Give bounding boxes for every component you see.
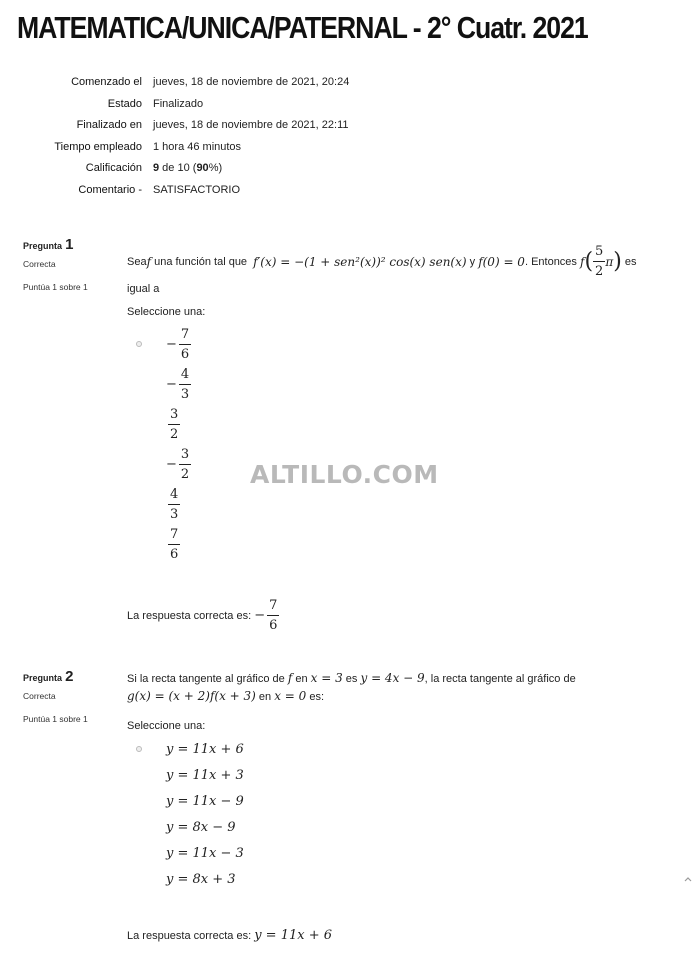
text: y	[466, 255, 479, 268]
numerator: 7	[269, 598, 278, 613]
math-f: f	[580, 254, 585, 269]
math-x: x = 3	[310, 671, 343, 685]
denominator: 6	[170, 546, 179, 562]
summary-value	[153, 162, 222, 174]
numerator: 3	[180, 446, 190, 462]
correct-answer	[127, 928, 332, 943]
question-state: Correcta	[23, 691, 56, 701]
answer-option[interactable]	[136, 840, 244, 866]
denominator: 2	[180, 466, 190, 482]
denominator: 2	[170, 426, 179, 442]
select-prompt: Seleccione una:	[127, 306, 206, 318]
answer-text: y = 11x − 3	[166, 845, 244, 861]
answer-text: y = 8x + 3	[166, 871, 236, 887]
denominator: 6	[269, 618, 278, 633]
summary-value: Finalizado	[153, 97, 204, 110]
question-state: Correcta	[23, 259, 56, 269]
answer-option[interactable]	[136, 736, 244, 762]
question-grade: Puntúa 1 sobre 1	[23, 714, 88, 724]
attempt-summary	[0, 76, 700, 206]
numerator: 3	[170, 406, 179, 422]
summary-label: Tiempo empleado	[54, 140, 142, 153]
math-derivative: f′(x) = −(1 + sen²(x))² cos(x) sen(x)	[253, 254, 467, 269]
math-line: y = 4x − 9	[360, 671, 425, 685]
sign: −	[166, 456, 177, 472]
sign: −	[166, 336, 177, 352]
fraction	[267, 598, 279, 633]
answer-option[interactable]	[136, 484, 191, 524]
fraction	[179, 447, 191, 482]
correct-label: La respuesta correcta es:	[127, 929, 255, 942]
fraction	[168, 487, 180, 522]
summary-value: jueves, 18 de noviembre de 2021, 22:11	[153, 119, 349, 132]
summary-label: Calificación	[85, 162, 142, 175]
summary-row-comment	[0, 184, 700, 206]
question-number: 1	[65, 236, 73, 253]
math-pi: π	[605, 254, 614, 269]
question-text	[127, 244, 652, 301]
math-g: g(x) = (x + 2)f(x + 3)	[127, 689, 256, 703]
question-label: Pregunta	[23, 241, 63, 251]
summary-label: Finalizado en	[76, 119, 142, 132]
math-f: f	[146, 254, 152, 269]
math-initial: f(0) = 0	[478, 254, 525, 269]
grade-percent: 90	[196, 162, 209, 175]
summary-label: Comenzado el	[71, 76, 142, 88]
text: en	[292, 673, 311, 685]
answer-option[interactable]	[136, 814, 244, 840]
math-x: x = 0	[274, 689, 307, 703]
answer-option[interactable]	[136, 788, 244, 814]
summary-value: SATISFACTORIO	[153, 183, 240, 196]
correct-answer	[127, 598, 279, 633]
denominator: 3	[170, 506, 179, 522]
answer-option[interactable]	[136, 866, 244, 892]
question-info	[23, 668, 118, 724]
numerator: 5	[595, 244, 604, 259]
summary-label: Comentario -	[78, 183, 142, 196]
fraction	[179, 327, 191, 362]
chevron-up-icon[interactable]	[684, 874, 692, 885]
fraction	[168, 527, 180, 562]
text: una función tal que	[151, 255, 251, 268]
numerator: 4	[170, 486, 179, 502]
grade-text: de 10 (	[159, 162, 197, 175]
summary-row-started	[0, 76, 700, 98]
fraction	[168, 407, 180, 442]
grade-score: 9	[153, 162, 160, 175]
answer-option[interactable]	[136, 444, 191, 484]
text: Si la recta tangente al gráfico de	[127, 673, 288, 685]
radio-button[interactable]	[136, 746, 142, 752]
text: . Entonces	[524, 255, 580, 268]
sign: −	[166, 376, 177, 392]
answer-option[interactable]	[136, 762, 244, 788]
answer-option[interactable]	[136, 364, 191, 404]
text: Sea	[127, 255, 147, 268]
answer-option[interactable]	[136, 324, 191, 364]
answer-option[interactable]	[136, 524, 191, 564]
numerator: 7	[180, 326, 190, 342]
correct-label: La respuesta correcta es:	[127, 609, 255, 622]
denominator: 2	[595, 264, 604, 279]
grade-text-end: %)	[208, 162, 223, 175]
text: igual a	[127, 283, 160, 295]
question-number: 2	[65, 668, 73, 685]
denominator: 6	[180, 346, 190, 362]
question-text	[127, 670, 652, 706]
summary-row-state	[0, 98, 700, 120]
summary-row-grade	[0, 162, 700, 184]
paren: (	[584, 248, 594, 274]
question-info	[23, 236, 118, 292]
question-label: Pregunta	[23, 673, 63, 683]
watermark: ALTILLO.COM	[250, 460, 439, 489]
numerator: 4	[180, 366, 190, 382]
answer-list	[136, 736, 244, 892]
text: es	[342, 673, 361, 685]
text: es	[621, 255, 637, 268]
summary-row-time	[0, 141, 700, 163]
radio-button[interactable]	[136, 341, 142, 347]
fraction	[179, 367, 191, 402]
question-grade: Puntúa 1 sobre 1	[23, 282, 88, 292]
select-prompt: Seleccione una:	[127, 720, 206, 732]
summary-label: Estado	[107, 97, 142, 110]
summary-value: 1 hora 46 minutos	[153, 140, 242, 153]
denominator: 3	[180, 386, 190, 402]
text: , la recta tangente al gráfico de	[424, 673, 576, 685]
summary-row-finished	[0, 119, 700, 141]
page-title: MATEMATICA/UNICA/PATERNAL - 2° Cuatr. 2021	[17, 10, 588, 45]
fraction	[593, 244, 605, 279]
math-f: f	[287, 671, 293, 685]
sign: −	[254, 608, 266, 623]
answer-text: y = 11x + 6	[166, 741, 244, 757]
answer-list	[136, 324, 191, 564]
correct-value: y = 11x + 6	[254, 928, 332, 943]
text: es:	[306, 691, 325, 703]
paren: )	[613, 248, 622, 274]
answer-option[interactable]	[136, 404, 191, 444]
numerator: 7	[170, 526, 179, 542]
summary-value: jueves, 18 de noviembre de 2021, 20:24	[153, 76, 350, 88]
answer-text: y = 11x − 9	[166, 793, 244, 809]
answer-text: y = 11x + 3	[166, 767, 244, 783]
text: en	[255, 691, 275, 703]
answer-text: y = 8x − 9	[166, 819, 236, 835]
